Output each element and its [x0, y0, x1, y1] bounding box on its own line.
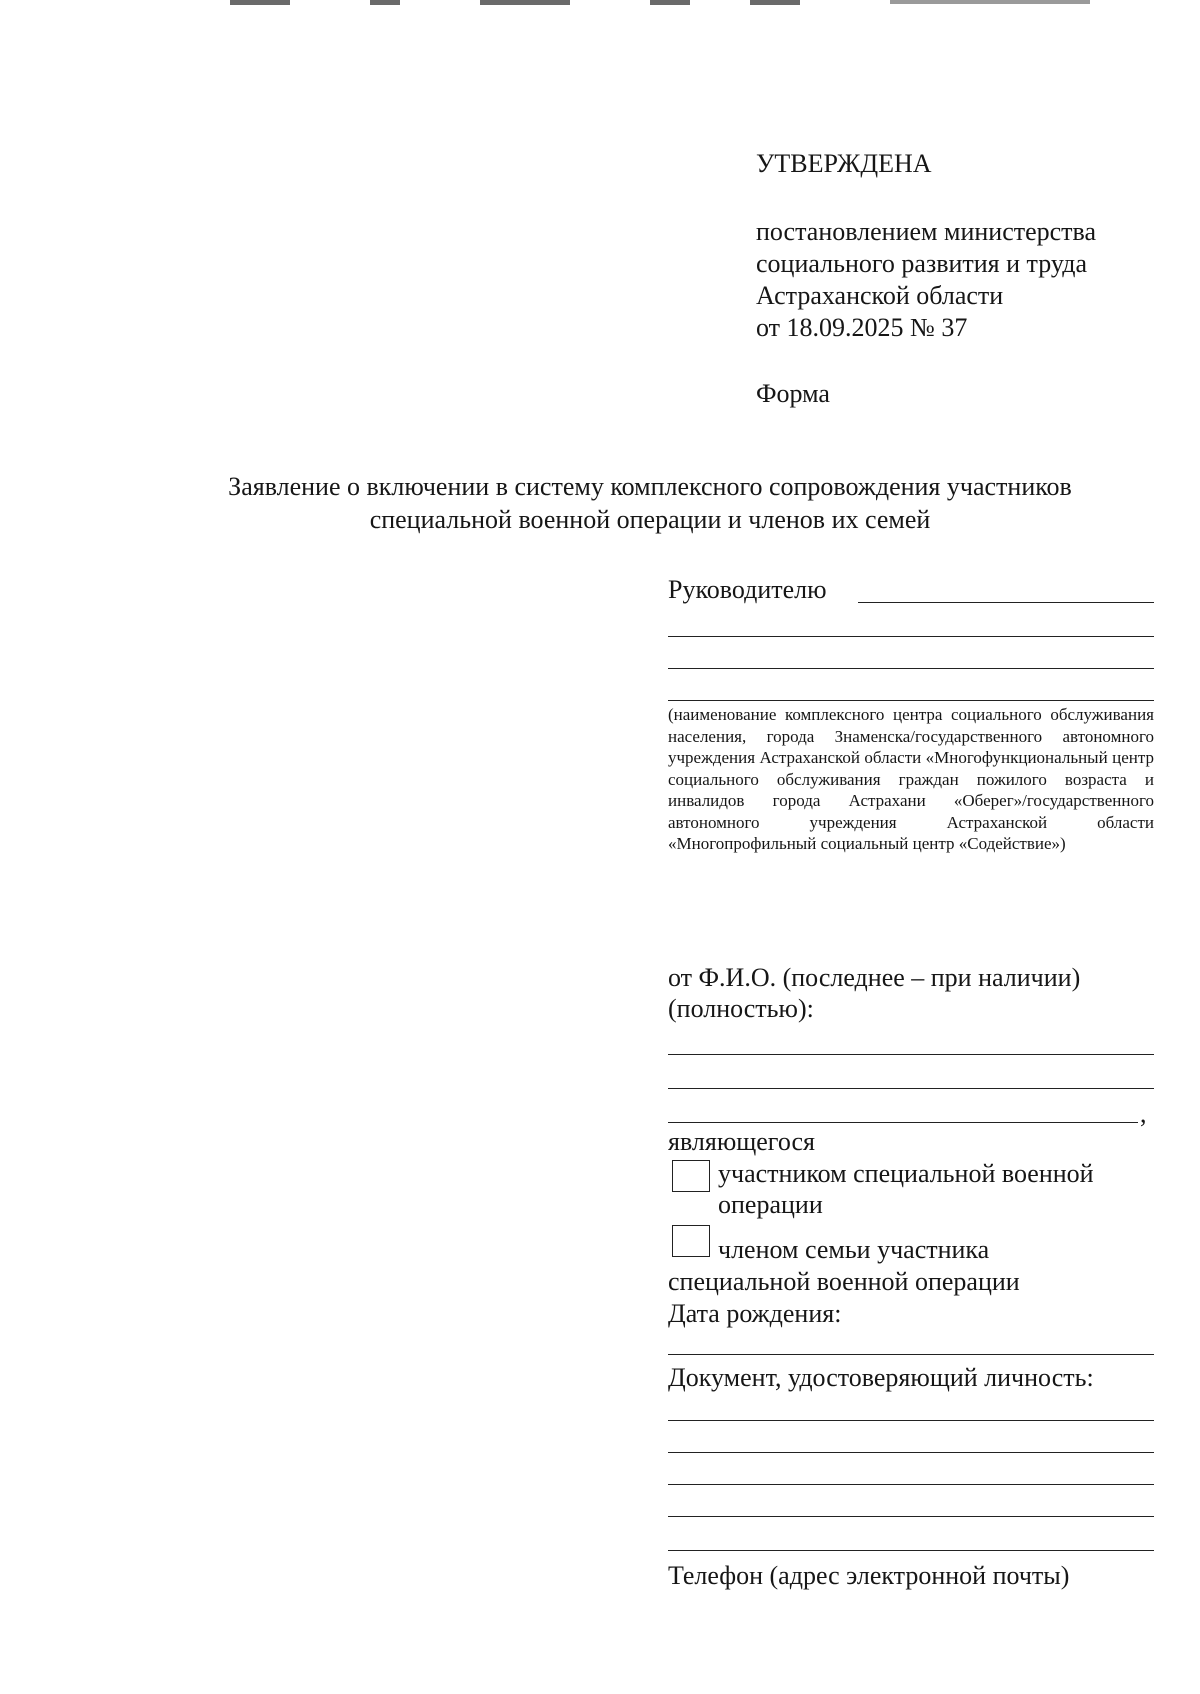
- id-document-field[interactable]: [668, 1516, 1154, 1517]
- option-line: участником специальной военной: [718, 1159, 1094, 1188]
- family-member-option-label: членом семьи участника: [718, 1235, 990, 1264]
- decree-line: Астраханской области: [756, 281, 1004, 310]
- approval-heading: УТВЕРЖДЕНА: [756, 149, 932, 178]
- id-document-field[interactable]: [668, 1550, 1154, 1551]
- approval-decree: [756, 216, 1096, 344]
- family-member-checkbox[interactable]: [672, 1225, 710, 1257]
- applicant-name-label: [668, 962, 1154, 1024]
- addressee-field-line[interactable]: [668, 700, 1154, 701]
- phone-label: Телефон (адрес электронной почты): [668, 1561, 1070, 1590]
- applicant-name-field[interactable]: [668, 1054, 1154, 1055]
- id-document-label: Документ, удостоверяющий личность:: [668, 1363, 1094, 1392]
- id-document-field[interactable]: [668, 1484, 1154, 1485]
- title-line: специальной военной операции и членов их семей: [369, 505, 931, 534]
- addressee-field[interactable]: [858, 602, 1154, 603]
- document-title: [120, 470, 1180, 536]
- birth-date-label: Дата рождения:: [668, 1299, 842, 1328]
- addressee-field-line[interactable]: [668, 668, 1154, 669]
- form-label: Форма: [756, 379, 830, 408]
- title-line: Заявление о включении в систему комплексного сопровождения участников: [228, 472, 1072, 501]
- applicant-name-field[interactable]: [668, 1122, 1138, 1123]
- option-line: операции: [718, 1190, 823, 1219]
- decree-line: от 18.09.2025 № 37: [756, 313, 968, 342]
- addressee-note: (наименование комплексного центра социального обслуживания населения, города Знаменска/государственного автономного учреждения Астраханской области «Многофункциональный центр социального обслуживания граждан пожилого возраста и инвалидов города Астрахани «Оберег»/государственного автономного учреждения Астраханской области «Многопрофильный социальный центр «Содействие»): [668, 705, 1154, 853]
- decree-line: постановлением министерства: [756, 217, 1097, 246]
- addressee-field-line[interactable]: [668, 636, 1154, 637]
- id-document-field[interactable]: [668, 1420, 1154, 1421]
- decree-line: социального развития и труда: [756, 249, 1088, 278]
- applicant-name-label-line: (полностью):: [668, 994, 814, 1023]
- scan-edge-artifact: [230, 0, 1130, 8]
- comma-mark: ,: [1140, 1099, 1147, 1128]
- applicant-name-field[interactable]: [668, 1088, 1154, 1089]
- birth-date-field[interactable]: [668, 1354, 1154, 1355]
- participant-option-label: [718, 1158, 1168, 1220]
- family-member-option-label-cont: специальной военной операции: [668, 1267, 1020, 1296]
- participant-checkbox[interactable]: [672, 1160, 710, 1192]
- id-document-field[interactable]: [668, 1452, 1154, 1453]
- being-label: являющегося: [668, 1127, 815, 1156]
- applicant-name-label-line: от Ф.И.О. (последнее – при наличии): [668, 963, 1081, 992]
- addressee-label: Руководителю: [668, 575, 827, 604]
